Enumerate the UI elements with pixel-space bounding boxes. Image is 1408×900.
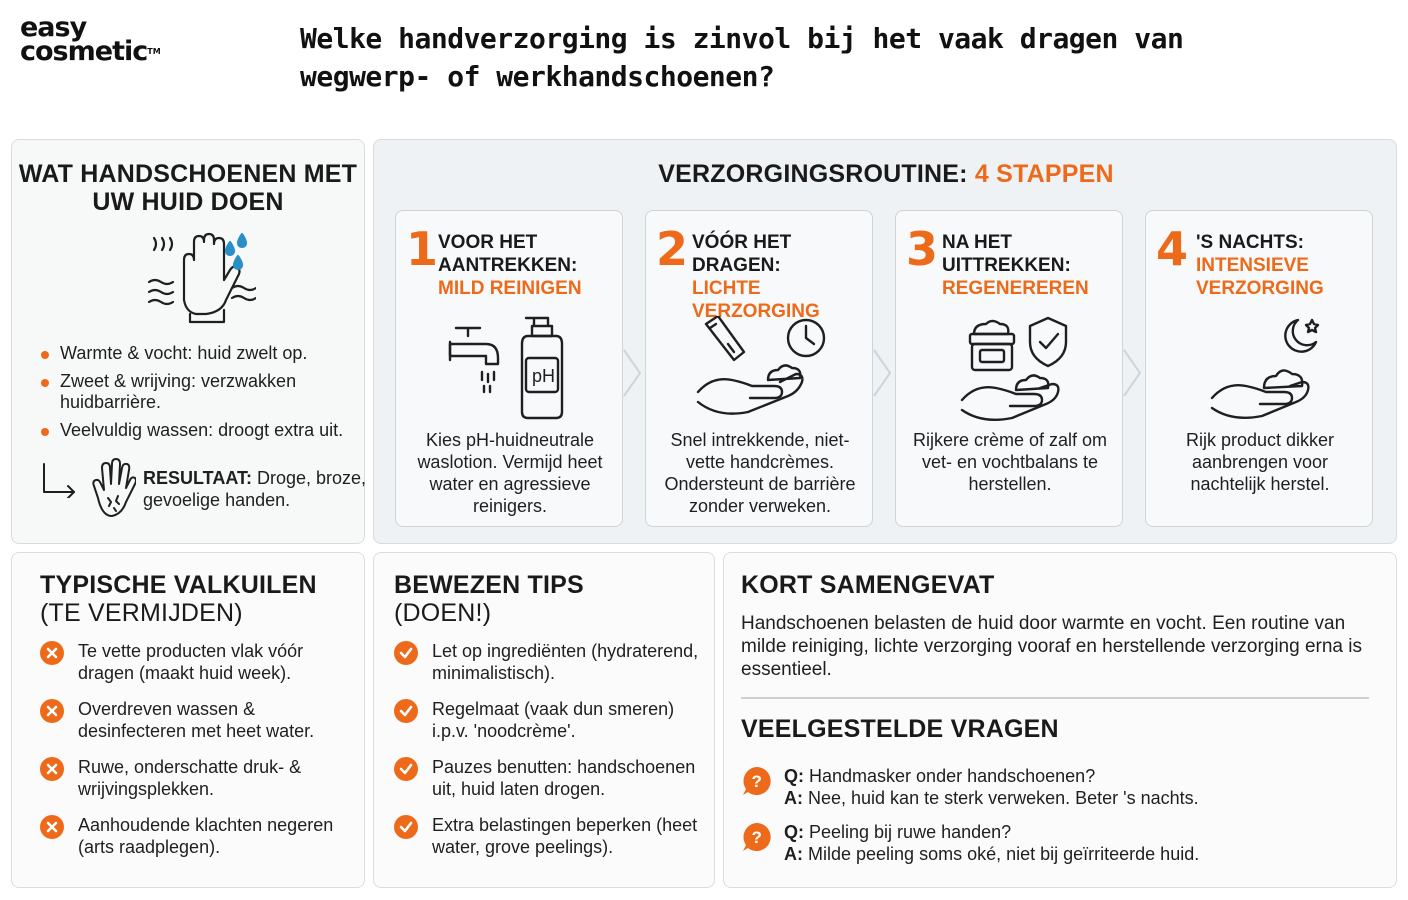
step-title-accent: VERZORGING [692, 301, 820, 322]
step-title [1196, 231, 1376, 300]
summary-text: Handschoenen belasten de huid door warmte en vocht. Een routine van milde reiniging, lichte verzorging vooraf en herstellende verzorging erna is essentieel. [741, 613, 1362, 680]
faq-q-text: Handmasker onder handschoenen? [804, 766, 1096, 786]
step-title-line [692, 254, 872, 300]
list-item-text: Extra belastingen beperken (heet water, grove peelings). [432, 815, 698, 857]
ph-label: pH [532, 366, 556, 386]
routine-panel [373, 139, 1397, 544]
tips-subtitle: (DOEN!) [394, 599, 492, 627]
faq-question [784, 821, 1011, 843]
jar-shield-hand-icon [936, 316, 1086, 421]
step-description: Snel intrekkende, niet-vette handcrèmes. Ondersteunt de barrière zonder verweken. [664, 430, 856, 516]
faq-q-text: Peeling bij ruwe handen? [804, 822, 1012, 842]
brand-line2 [20, 36, 190, 67]
chevron-right-icon [872, 348, 892, 398]
pitfalls-subtitle: (TE VERMIJDEN) [40, 599, 243, 627]
result-row [40, 458, 370, 520]
tips-list [394, 640, 712, 872]
step-number: 4 [1156, 222, 1189, 276]
step-title-accent: REGENEREREN [942, 278, 1089, 299]
list-item-text: Ruwe, onderschatte druk- & wrijvingsplekken. [78, 757, 302, 799]
pitfalls-panel [11, 552, 365, 888]
step-card-3 [895, 210, 1123, 527]
cross-icon [40, 815, 64, 839]
step-title-accent: MILD REINIGEN [438, 278, 582, 299]
faq-item [741, 817, 1381, 867]
tips-panel [373, 552, 715, 888]
step-number: 3 [906, 222, 939, 276]
list-item [394, 698, 712, 742]
list-item [40, 640, 360, 684]
step-title-accent: INTENSIEVE [1196, 255, 1309, 276]
brand-line2-text: cosmetic [20, 36, 148, 67]
result-label: RESULTAAT: [143, 468, 252, 488]
step-card-1 [395, 210, 623, 527]
list-item [40, 756, 360, 800]
pitfalls-list [40, 640, 360, 872]
summary-title: KORT SAMENGEVAT [741, 571, 995, 599]
step-number: 1 [406, 222, 439, 276]
list-item-text: Regelmaat (vaak dun smeren) i.p.v. 'noodcrème'. [432, 699, 675, 741]
faq-item [741, 761, 1381, 811]
routine-title-accent: 4 STAPPEN [974, 160, 1114, 188]
step-title-line-text: DRAGEN: [692, 255, 781, 276]
faq-answer [784, 843, 1199, 865]
step-title-accent-inline: LICHTE [692, 278, 761, 299]
step-title-line: UITTREKKEN: [942, 255, 1071, 276]
faq-a-label: A: [784, 788, 803, 808]
svg-text:?: ? [751, 772, 762, 791]
step-title-line: 'S NACHTS: [1196, 232, 1304, 253]
list-item [40, 814, 360, 858]
list-item: Warmte & vocht: huid zwelt op. [38, 343, 368, 364]
tips-title [394, 571, 704, 627]
step-title [438, 231, 618, 300]
list-item [394, 814, 712, 858]
checkmark-icon [394, 815, 418, 839]
skin-effects-list [38, 343, 368, 448]
cross-icon [40, 699, 64, 723]
step-title [942, 231, 1122, 300]
result-text [143, 467, 373, 511]
list-item: Veelvuldig wassen: droogt extra uit. [38, 420, 368, 441]
brand-logo [20, 12, 190, 67]
faq-title: VEELGESTELDE VRAGEN [741, 715, 1059, 743]
list-item [40, 698, 360, 742]
chevron-right-icon [1122, 348, 1142, 398]
step-description: Rijkere crème of zalf om vet- en vochtbalans te herstellen. [912, 430, 1108, 494]
glove-heat-moisture-icon [146, 230, 256, 325]
step-number: 2 [656, 222, 689, 276]
step-title-line: NA HET [942, 232, 1013, 253]
list-item-text: Aanhoudende klachten negeren (arts raadplegen). [78, 815, 334, 857]
question-icon [741, 765, 773, 797]
page-title: Welke handverzorging is zinvol bij het vaak dragen van wegwerp- of werkhandschoenen? [300, 22, 1184, 93]
list-item [394, 640, 712, 684]
arrow-down-right-icon [40, 462, 80, 498]
result-body: Droge, broze, gevoelige handen. [143, 468, 367, 510]
chevron-right-icon [622, 348, 642, 398]
faq-a-text: Nee, huid kan te sterk verweken. Beter 's nachts. [803, 788, 1199, 808]
list-item-text: Pauzes benutten: handschoenen uit, huid laten drogen. [432, 757, 696, 799]
summary-panel [723, 552, 1397, 888]
pitfalls-title [40, 571, 350, 627]
tube-clock-hand-icon [686, 316, 836, 421]
faq-q-label: Q: [784, 822, 804, 842]
tap-and-ph-bottle-icon [436, 316, 586, 421]
list-item-text: Overdreven wassen & desinfecteren met heet water. [78, 699, 315, 741]
tips-title-main: BEWEZEN TIPS [394, 571, 584, 599]
skin-panel-title: WAT HANDSCHOENEN MET UW HUID DOEN [18, 160, 358, 216]
routine-title-main: VERZORGINGSROUTINE: [658, 160, 968, 188]
moon-star-hand-icon [1186, 316, 1336, 421]
brand-trademark: TM [147, 47, 161, 56]
checkmark-icon [394, 757, 418, 781]
step-description: Kies pH-huidneutrale waslotion. Vermijd heet water en agressieve reinigers. [417, 430, 603, 516]
cross-icon [40, 757, 64, 781]
divider [741, 697, 1369, 699]
skin-effects-panel [11, 139, 365, 544]
list-item: Zweet & wrijving: verzwakken huidbarrière. [38, 371, 368, 413]
brand-line1: easy [20, 12, 87, 43]
checkmark-icon [394, 699, 418, 723]
routine-title [374, 160, 1398, 188]
step-title-accent: VERZORGING [1196, 278, 1324, 299]
list-item-text: Let op ingrediënten (hydraterend, minimalistisch). [432, 641, 699, 683]
dry-hand-icon [88, 458, 136, 520]
question-icon [741, 821, 773, 853]
list-item-text: Te vette producten vlak vóór dragen (maakt huid week). [78, 641, 304, 683]
checkmark-icon [394, 641, 418, 665]
step-card-2 [645, 210, 873, 527]
step-title-line: VÓÓR HET [692, 232, 792, 253]
step-title-line: AANTREKKEN: [438, 255, 578, 276]
step-title-line: VOOR HET [438, 232, 538, 253]
faq-question [784, 765, 1095, 787]
step-title [692, 231, 872, 323]
faq-answer [784, 787, 1199, 809]
step-description: Rijk product dikker aanbrengen voor nachtelijk herstel. [1185, 430, 1335, 494]
step-card-4 [1145, 210, 1373, 527]
faq-q-label: Q: [784, 766, 804, 786]
faq-a-label: A: [784, 844, 803, 864]
faq-a-text: Milde peeling soms oké, niet bij geïrriteerde huid. [803, 844, 1200, 864]
svg-text:?: ? [751, 828, 762, 847]
pitfalls-title-main: TYPISCHE VALKUILEN [40, 571, 317, 599]
cross-icon [40, 641, 64, 665]
list-item [394, 756, 712, 800]
